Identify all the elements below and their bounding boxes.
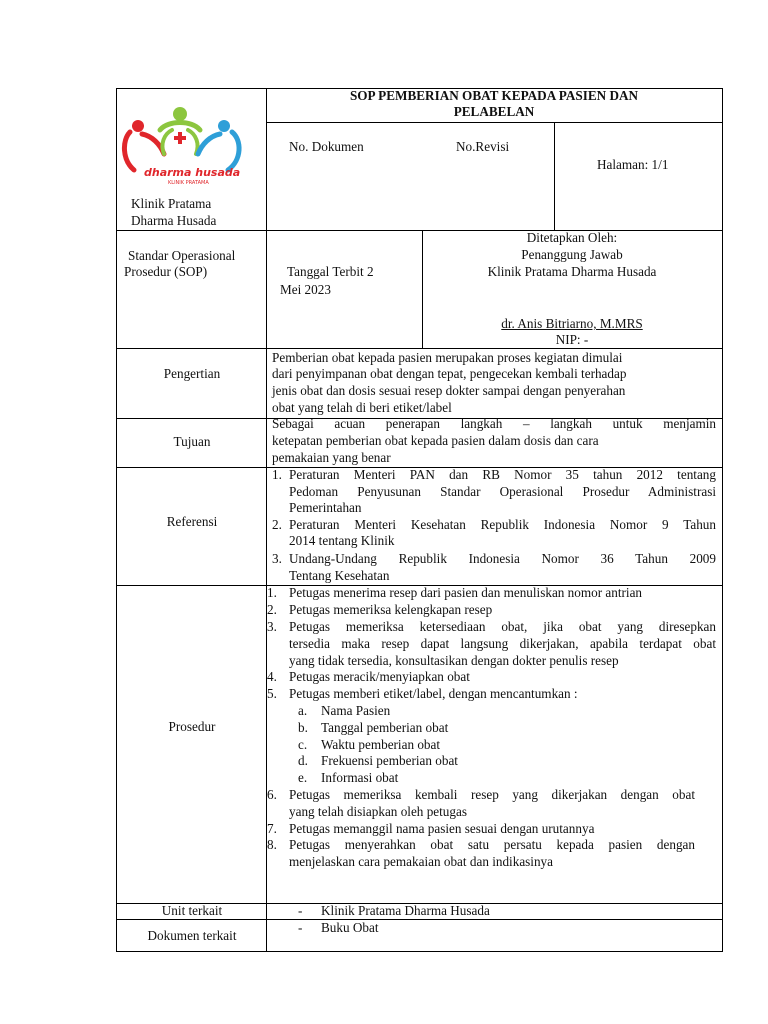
list-number: 1. [267,585,277,600]
list-number: 3. [267,619,277,634]
list-item-line: Tentang Kesehatan [289,568,390,583]
paragraph-line: pemakaian yang benar [272,450,391,465]
list-number: 6. [267,787,277,802]
list-item-line: menjelaskan cara pemakaian obat dan indikasinya [289,854,554,869]
list-item-line: yang telah disiapkan oleh petugas [289,804,467,819]
sop-label-line-1: Standar Operasional [128,248,236,263]
list-item-line: yang tidak tersedia, konsultasikan dengan dokter penulis resep [289,653,619,668]
sublist-letter: e. [298,770,308,785]
paragraph-line: dari penyimpanan obat dengan tepat, pengecekan kembali terhadap [272,366,627,381]
paragraph-line: Sebagai acuan penerapan langkah – langkah untuk menjamin [272,416,716,431]
paragraph-line: Pemberian obat kepada pasien merupakan proses kegiatan dimulai [272,350,623,365]
penanggung-jawab: Penanggung Jawab [521,247,623,262]
list-item-line: Undang-Undang Republik Indonesia Nomor 36 Tahun 2009 [289,551,716,566]
list-item-line: Petugas menyerahkan obat satu persatu kepada pasien dengan [289,837,695,852]
unit-terkait-dash: - [298,903,303,918]
sublist-item: Frekuensi pemberian obat [321,753,458,768]
title-line-1: SOP PEMBERIAN OBAT KEPADA PASIEN DAN [349,88,639,103]
list-number: 2. [272,517,282,532]
list-number: 4. [267,669,277,684]
list-number: 8. [267,837,277,852]
list-item-line: Petugas memeriksa kembali resep yang dikerjakan dengan obat [289,787,695,802]
list-number: 1. [272,467,282,482]
pengertian-label: Pengertian [163,366,221,381]
sublist-letter: d. [298,753,308,768]
list-item-line: Peraturan Menteri Kesehatan Republik Indonesia Nomor 9 Tahun [289,517,716,532]
no-dokumen-label: No. Dokumen [289,139,364,154]
dokumen-terkait-dash: - [298,920,303,935]
no-revisi-label: No.Revisi [456,139,510,154]
prosedur-label: Prosedur [168,719,216,734]
tanggal-terbit-line-1: Tanggal Terbit 2 [287,264,374,279]
referensi-label: Referensi [166,514,218,529]
list-number: 2. [267,602,277,617]
unit-terkait-value: Klinik Pratama Dharma Husada [321,903,490,918]
list-item-line: Petugas memeriksa ketersediaan obat, jika obat yang diresepkan [289,619,716,634]
logo-sub-text: KLINIK PRATAMA [168,180,209,186]
list-item-line: Petugas memberi etiket/label, dengan mencantumkan : [289,686,578,701]
nip: NIP: - [555,332,589,347]
sop-label-line-2: Prosedur (SOP) [124,264,208,279]
list-number: 7. [267,821,277,836]
sublist-letter: c. [298,737,308,752]
sublist-letter: a. [298,703,308,718]
tujuan-label: Tujuan [173,434,211,449]
list-item-line: Petugas memanggil nama pasien sesuai dengan urutannya [289,821,595,836]
unit-terkait-label: Unit terkait [161,903,223,918]
clinic-logo [120,104,252,190]
clinic-name-line-2: Dharma Husada [131,213,217,228]
paragraph-line: ketepatan pemberian obat kepada pasien dalam dosis dan cara [272,433,599,448]
ditetapkan-oleh: Ditetapkan Oleh: [526,230,618,245]
dokumen-terkait-label: Dokumen terkait [147,928,237,943]
list-item-line: Pemerintahan [289,500,362,515]
doctor-name [424,316,720,333]
logo-brand-text: dharma husada [144,166,241,179]
list-item-line: Petugas memeriksa kelengkapan resep [289,602,493,617]
list-number: 5. [267,686,277,701]
title-line-2: PELABELAN [453,104,535,119]
sublist-letter: b. [298,720,308,735]
sublist-item: Informasi obat [321,770,399,785]
tanggal-terbit-line-2: Mei 2023 [280,282,331,297]
halaman-label: Halaman: 1/1 [597,157,669,172]
list-item-line: Petugas menerima resep dari pasien dan menuliskan nomor antrian [289,585,643,600]
list-item-line: tersedia maka resep dapat langsung dikerjakan, apabila terdapat obat [289,636,716,651]
list-number: 3. [272,551,282,566]
list-item-line: 2014 tentang Klinik [289,533,395,548]
sublist-item: Waktu pemberian obat [321,737,441,752]
paragraph-line: obat yang telah di beri etiket/label [272,400,452,415]
list-item-line: Petugas meracik/menyiapkan obat [289,669,470,684]
doctor-name-text: dr. Anis Bitriarno, M.MRS [501,316,643,331]
list-item-line: Peraturan Menteri PAN dan RB Nomor 35 tahun 2012 tentang [289,467,716,482]
dokumen-terkait-value: Buku Obat [321,920,379,935]
clinic-name-line-1: Klinik Pratama [131,196,212,211]
klinik-full-name: Klinik Pratama Dharma Husada [487,264,657,279]
sublist-item: Nama Pasien [321,703,391,718]
list-item-line: Pedoman Penyusunan Standar Operasional Prosedur Administrasi [289,484,716,499]
sublist-item: Tanggal pemberian obat [321,720,449,735]
paragraph-line: jenis obat dan dosis sesuai resep dokter sampai dengan penyerahan [272,383,626,398]
